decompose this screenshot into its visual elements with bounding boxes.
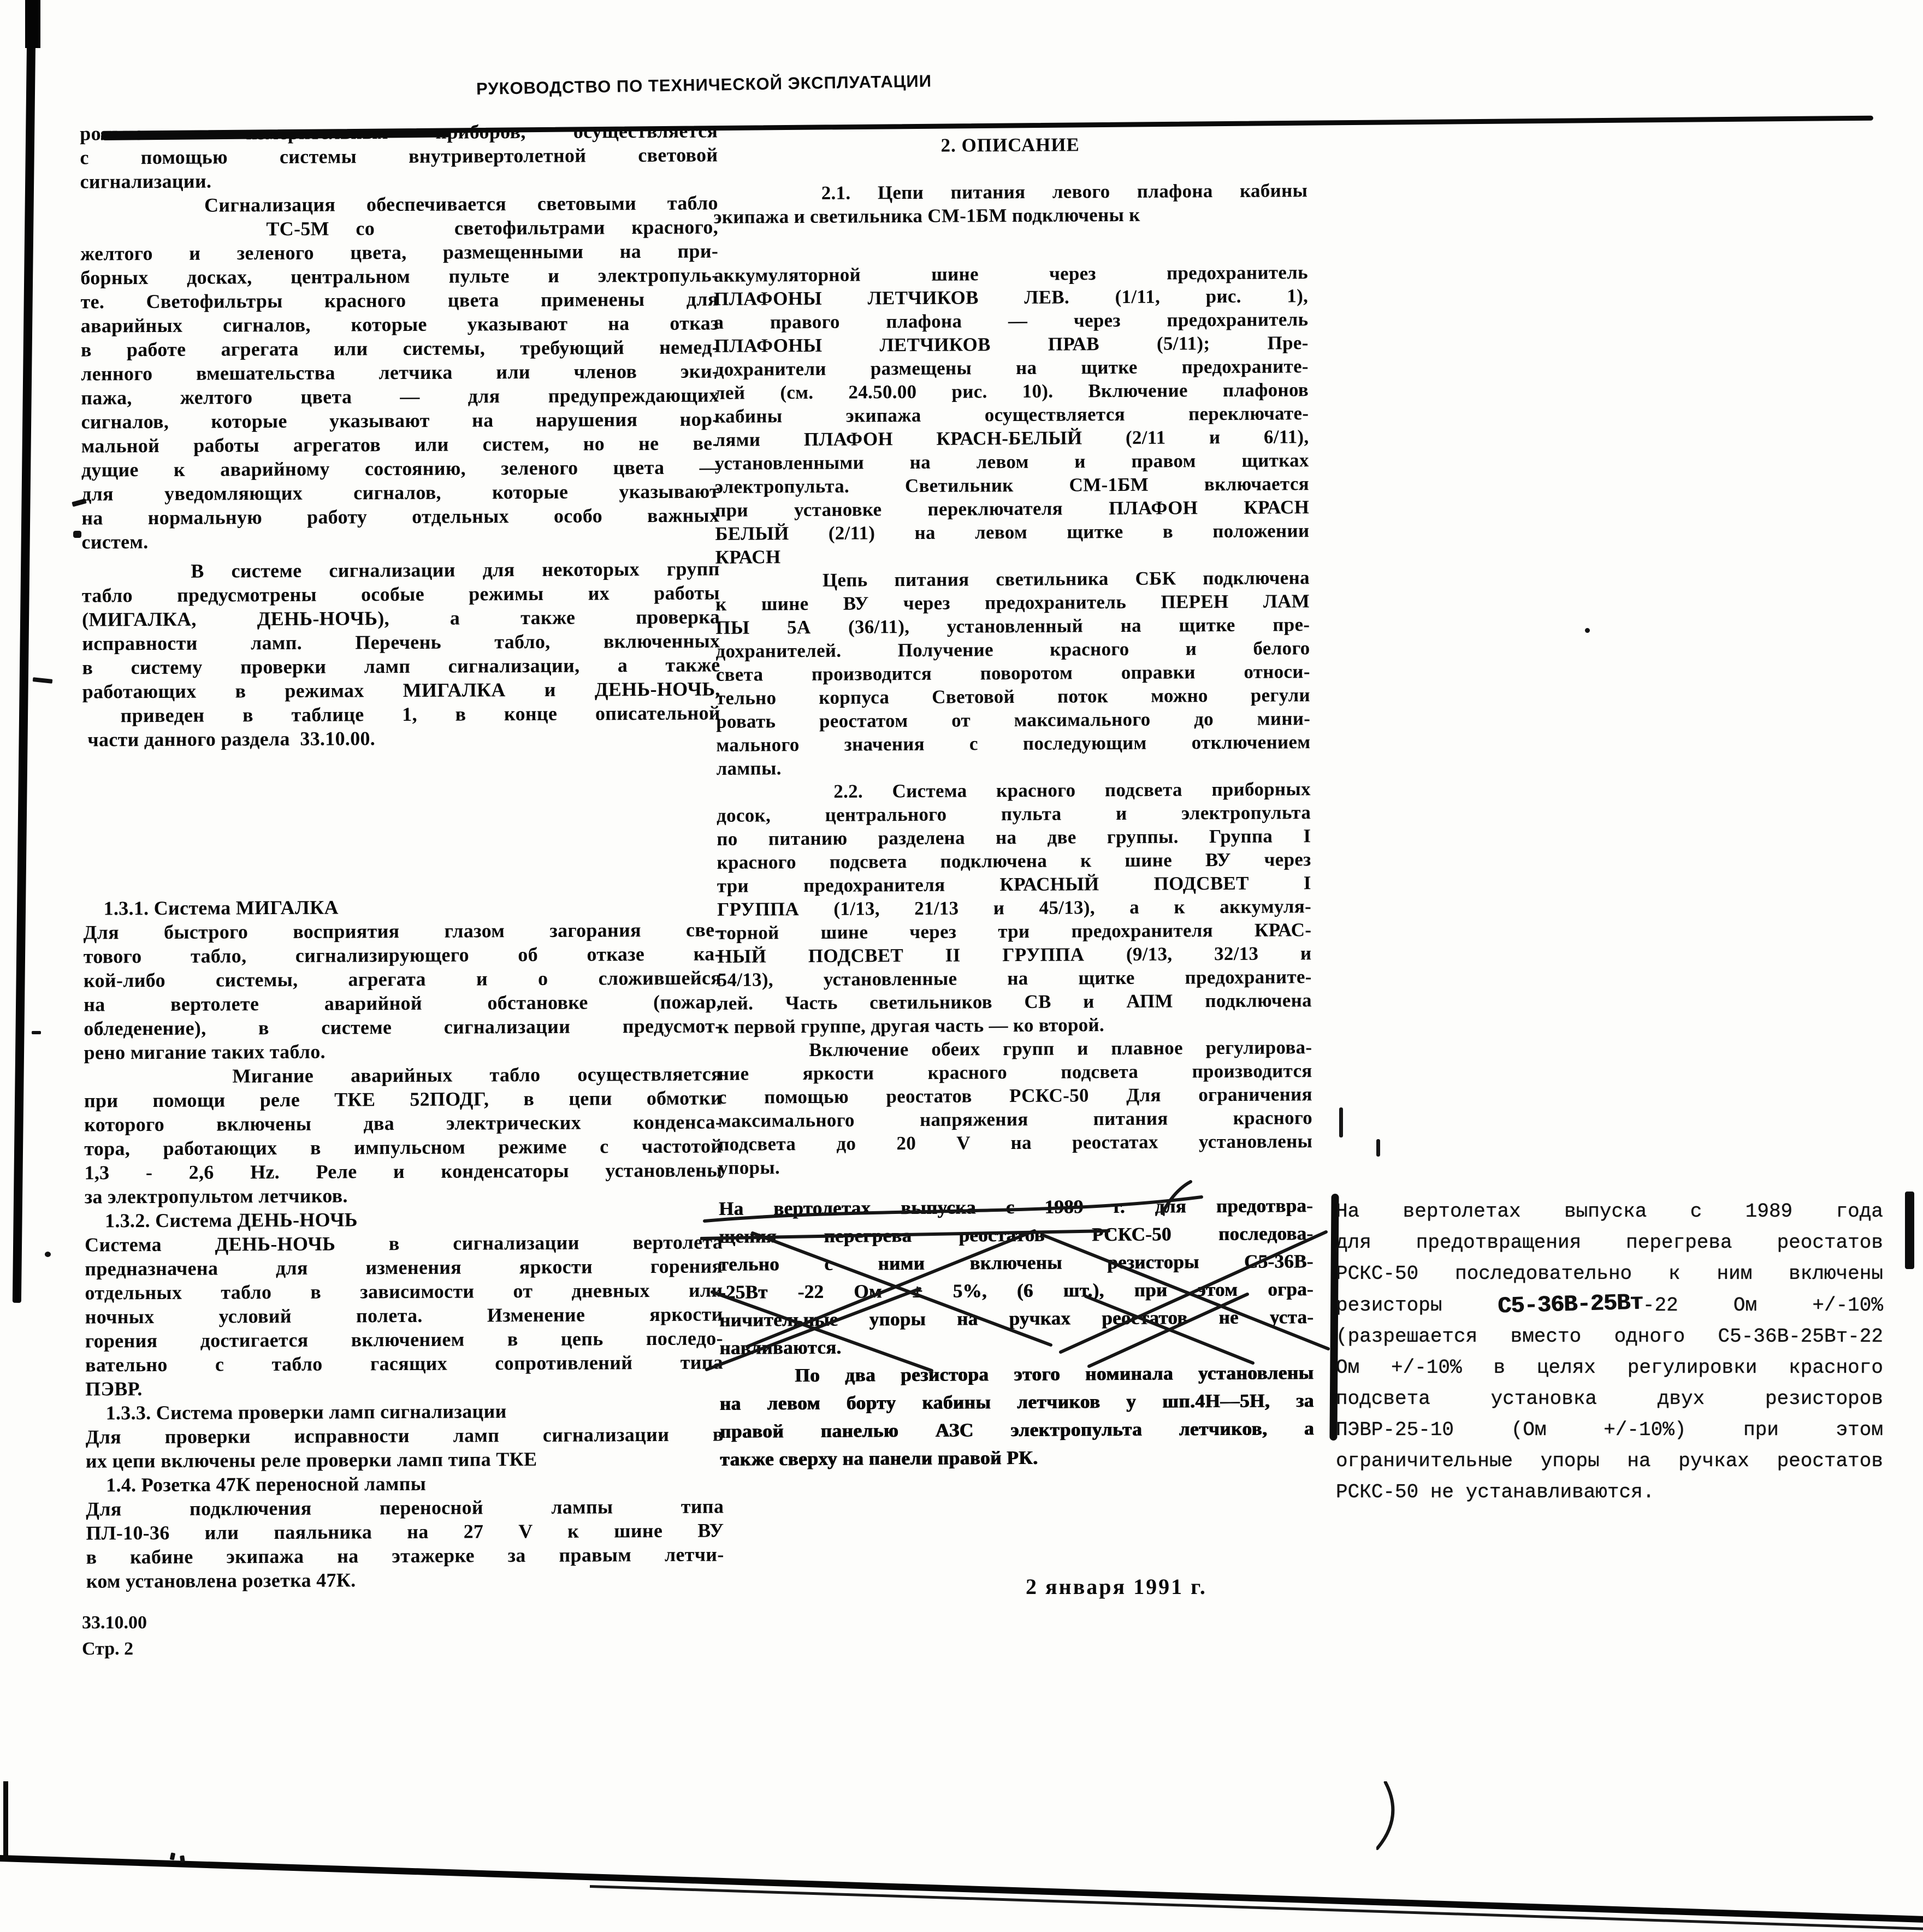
text-line: ограничительные упоры на ручках реостатов xyxy=(1336,1450,1883,1472)
text-line: предназначена для изменения яркости горения xyxy=(85,1255,723,1280)
text-line: навливаются. xyxy=(719,1336,842,1359)
text-line: 1.3.3. Система проверки ламп сигнализации xyxy=(85,1400,507,1424)
paragraph xyxy=(86,1422,724,1473)
text-line: тельно корпуса Световой поток можно регули xyxy=(715,684,1311,709)
section-2-heading: 2. ОПИСАНИЕ xyxy=(940,134,1080,156)
text-line: Система ДЕНЬ-НОЧЬ в сигнализации вертолета xyxy=(85,1231,723,1256)
text-line: 1.4. Розетка 47К переносной лампы xyxy=(85,1472,427,1496)
text-line: в систему проверки ламп сигнализации, а также xyxy=(82,654,720,679)
text-line: горения достигается включением в цепь последо- xyxy=(85,1327,723,1352)
section-heading-1-3-2 xyxy=(85,1206,723,1232)
text-line: 1.3.1. Система МИГАЛКА xyxy=(83,896,339,920)
tick-mark xyxy=(1339,1107,1343,1137)
text-line: для уведомляющих сигналов, которые указывают xyxy=(81,480,720,505)
text-line: тора, работающих в импульсном режиме с частотой xyxy=(84,1135,723,1160)
text-line: На вертолетах выпуска с 1989 г. для предотвра- xyxy=(718,1195,1313,1219)
text-line: мальной работы агрегатов или систем, но не ве- xyxy=(81,432,719,457)
text-line: 2.2. Система красного подсвета приборных xyxy=(716,778,1311,803)
text-line: мального значения с последующим отключением xyxy=(716,731,1311,756)
text-line: ПЭВР-25-10 (Ом +/-10%) при этом xyxy=(1336,1419,1883,1441)
text-line: ночных условий полета. Изменение яркости xyxy=(85,1303,723,1328)
text-line: которого включены два электрических конденса- xyxy=(84,1111,723,1136)
text-line: по питанию разделена на две группы. Группа I xyxy=(717,825,1311,850)
paragraph xyxy=(715,566,1311,780)
bold-insert-paragraph xyxy=(719,1359,1314,1473)
section-heading-1-3-1 xyxy=(83,893,721,920)
text-line: а правого плафона — через предохранитель xyxy=(714,309,1309,333)
text-line: (МИГАЛКА, ДЕНЬ-НОЧЬ), а также проверка xyxy=(82,606,720,631)
text-line: торной шине через три предохранителя КРАС- xyxy=(717,919,1312,944)
text-line: при помощи реле ТКЕ 52ПОДГ, в цепи обмотки xyxy=(84,1087,723,1112)
text-line: кой-либо системы, агрегата и о сложившейся xyxy=(83,967,722,992)
margin-mark xyxy=(180,1856,185,1863)
text-line: упоры. xyxy=(718,1157,780,1178)
text-line: на вертолете аварийной обстановке (пожар, xyxy=(84,991,722,1016)
text-line: дущие к аварийному состоянию, зеленого цвета — xyxy=(81,456,719,481)
text-line: ПЛАФОНЫ ЛЕТЧИКОВ ПРАВ (5/11); Пре- xyxy=(714,332,1309,357)
text-line: с помощью системы внутривертолетной световой xyxy=(80,144,718,169)
text-line: В системе сигнализации для некоторых групп xyxy=(81,558,720,583)
text-line: также сверху на панели правой РК. xyxy=(720,1447,1038,1470)
text-line: ПЛАФОНЫ ЛЕТЧИКОВ ЛЕВ. (1/11, рис. 1), xyxy=(714,285,1309,310)
text-line: части данного раздела 33.10.00. xyxy=(82,727,376,751)
page-footer xyxy=(82,1610,147,1662)
text-line: при установке переключателя ПЛАФОН КРАСН xyxy=(715,496,1310,521)
section-heading-1-3-3 xyxy=(85,1398,723,1425)
text-line: 2.1. Цепи питания левого плафона кабины xyxy=(713,180,1308,204)
text-line: тового табло, сигнализирующего об отказе ка- xyxy=(83,943,721,968)
margin-mark xyxy=(45,1252,51,1257)
paragraph xyxy=(718,1035,1312,1180)
text-line: аккумуляторной шине через предохранитель xyxy=(713,262,1309,286)
text-line: их цепи включены реле проверки ламп типа ТКЕ xyxy=(85,1448,537,1472)
text-line: табло предусмотрены особые режимы их работы xyxy=(81,582,720,607)
text-line: ПЫ 5А (36/11), установленный на щитке пре- xyxy=(715,614,1310,638)
text-line: в работе агрегата или системы, требующий немед- xyxy=(80,336,719,361)
paragraph xyxy=(80,191,720,554)
text-line: 54/13), установленные на щитке предохраните- xyxy=(717,966,1312,991)
scan-edge-left xyxy=(13,0,36,1303)
text-line: борных досках, центральном пульте и электропуль- xyxy=(80,264,719,289)
paragraph xyxy=(82,556,721,751)
text-line: БЕЛЫЙ (2/11) на левом щитке в положении xyxy=(715,520,1310,544)
text-line: к шине ВУ через предохранитель ПЕРЕН ЛАМ xyxy=(715,590,1310,615)
text-line: ничительные упоры на ручках реостатов не уста- xyxy=(719,1306,1314,1331)
paragraph xyxy=(714,260,1310,569)
text-line: досок, центрального пульта и электропульта xyxy=(717,802,1311,826)
text-line: максимального напряжения питания красного xyxy=(718,1107,1313,1131)
text-line: электропульта. Светильник СМ-1БМ включается xyxy=(714,473,1310,497)
paragraph xyxy=(84,1062,723,1208)
text-line: исправности ламп. Перечень табло, включенных xyxy=(82,630,720,655)
text-line: систем. xyxy=(81,531,149,553)
text-line: НЫЙ ПОДСВЕТ II ГРУППА (9/13, 32/13 и xyxy=(717,943,1312,967)
text-line: кабины экипажа осуществляется переключате- xyxy=(714,402,1309,427)
strikethrough-marks xyxy=(700,1178,1345,1375)
text-line: лей. Часть светильников СВ и АПМ подключена xyxy=(717,989,1312,1014)
margin-mark xyxy=(32,1031,41,1034)
text-line: с помощью реостатов РСКС-50 Для ограничения xyxy=(718,1083,1312,1108)
typed-annotation xyxy=(1336,1196,1883,1508)
paragraph xyxy=(713,179,1307,229)
text-line: подсвета до 20 V на реостатах установлены xyxy=(718,1130,1313,1155)
text-line: за электропультом летчиков. xyxy=(84,1184,348,1208)
text-line: ГРУППА (1/13, 21/13 и 45/13), а к аккумуля- xyxy=(717,896,1312,920)
scan-edge-bottom xyxy=(0,1854,1923,1924)
paragraph xyxy=(80,118,718,193)
paragraph xyxy=(85,1230,723,1401)
text-line: ПЛ-10-36 или паяльника на 27 V к шине ВУ xyxy=(86,1519,724,1544)
text-line: на нормальную работу отдельных особо важных xyxy=(81,504,720,529)
text-line: ПЭВР. xyxy=(85,1378,143,1400)
text-line: к первой группе, другая часть — ко второй. xyxy=(718,1014,1105,1038)
text-line: работающих в режимах МИГАЛКА и ДЕНЬ-НОЧЬ, xyxy=(82,678,720,703)
text-line: установленными на левом и правом щитках xyxy=(714,449,1309,474)
text-line: Для быстрого восприятия глазом загорания све- xyxy=(83,918,721,944)
text-line: аварийных сигналов, которые указывают на отказ xyxy=(80,312,719,337)
text-line: Ом +/-10% в целях регулировки красного xyxy=(1336,1356,1883,1379)
text-line: отдельных табло в зависимости от дневных или xyxy=(85,1279,723,1304)
text-line: ТС-5М со светофильтрами красного, xyxy=(80,216,719,241)
text-line: (разрешается вместо одного С5-36В-25Вт-22 xyxy=(1336,1325,1883,1348)
text-line: Сигнализация обеспечивается световыми табло xyxy=(80,192,718,217)
text-line: на левом борту кабины летчиков у шп.4Н—5Н, за xyxy=(719,1390,1314,1414)
text-line: лампы. xyxy=(716,757,782,779)
handwritten-correction: С5-36В-25Вт xyxy=(1497,1289,1643,1320)
text-line: подсвета установка двух резисторов xyxy=(1336,1388,1883,1410)
paragraph xyxy=(86,1494,724,1593)
footer-section-number: 33.10.00 xyxy=(82,1613,147,1633)
text-line: лей (см. 24.50.00 рис. 10). Включение плафонов xyxy=(714,379,1309,404)
text-line: Для проверки исправности ламп сигнализации в xyxy=(85,1423,724,1448)
text-line: РСКС-50 не устанавливаются. xyxy=(1336,1481,1655,1503)
text-line: три предохранителя КРАСНЫЙ ПОДСВЕТ I xyxy=(717,872,1311,897)
text-line: красного подсвета подключена к шине ВУ через xyxy=(717,849,1311,873)
page-header-title: РУКОВОДСТВО ПО ТЕХНИЧЕСКОЙ ЭКСПЛУАТАЦИИ xyxy=(476,71,932,99)
annotation-line-corrected xyxy=(1336,1289,1883,1321)
text-line: Цепь питания светильника СБК подключена xyxy=(715,567,1310,591)
annotation-text: -22 Ом +/-10% xyxy=(1642,1294,1883,1317)
left-column xyxy=(80,118,724,1593)
annotation-lines xyxy=(1336,1321,1883,1508)
section-heading-1-4 xyxy=(86,1470,724,1497)
text-line: -25Вт -22 Ом ± 5%, (6 шт.), при этом огра- xyxy=(719,1278,1313,1303)
text-line: для предотвращения перегрева реостатов xyxy=(1336,1231,1883,1254)
text-line: обледенение), в системе сигнализации предусмот- xyxy=(84,1015,722,1040)
margin-mark xyxy=(1585,628,1590,633)
revision-date: 2 января 1991 г. xyxy=(1026,1574,1207,1599)
text-line: правой панелью АЗС электропульта летчиков, а xyxy=(719,1418,1315,1442)
text-line: ние яркости красного подсвета производится xyxy=(718,1060,1312,1084)
text-line: ровать реостатом от максимального до мини- xyxy=(716,708,1311,732)
margin-mark xyxy=(33,677,53,684)
margin-mark xyxy=(73,531,81,538)
text-line: рольно - измерительных приборов, осуществляется xyxy=(80,120,718,145)
text-line: РСКС-50 последовательно к ним включены xyxy=(1336,1263,1883,1285)
text-line: щения перегрева реостатов РСКС-50 последова- xyxy=(719,1223,1313,1247)
paragraph xyxy=(717,777,1312,1039)
text-line: Для подключения переносной лампы типа xyxy=(86,1495,724,1520)
text-line: лями ПЛАФОН КРАСН-БЕЛЫЙ (2/11 и 6/11), xyxy=(714,426,1309,451)
text-line: те. Светофильтры красного цвета применены для xyxy=(80,288,719,313)
footer-page-number: Стр. 2 xyxy=(82,1639,134,1659)
text-line: Мигание аварийных табло осуществляется xyxy=(84,1063,722,1088)
text-line: сигнализации. xyxy=(80,170,212,193)
text-line: сигналов, которые указывают на нарушения нор- xyxy=(81,408,719,433)
bracket-mark xyxy=(1376,1781,1407,1852)
text-line: На вертолетах выпуска с 1989 года xyxy=(1336,1200,1883,1223)
margin-bar-right xyxy=(1905,1192,1914,1269)
text-line: 1.3.2. Система ДЕНЬ-НОЧЬ xyxy=(84,1208,358,1232)
text-line: экипажа и светильника СМ-1БМ подключены к xyxy=(713,204,1140,228)
text-line: 1,3 - 2,6 Hz. Реле и конденсаторы установлены xyxy=(84,1159,723,1184)
annotation-text: резисторы xyxy=(1336,1294,1498,1317)
text-line: вательно с табло гасящих сопротивлений типа xyxy=(85,1351,724,1376)
text-line: дохранителей. Получение красного и белого xyxy=(715,637,1310,662)
text-line: КРАСН xyxy=(715,546,781,568)
text-line: желтого и зеленого цвета, размещенными на при- xyxy=(80,240,719,265)
text-line: тельно с ними включены резисторы С5-36В- xyxy=(719,1251,1313,1275)
text-line: рено мигание таких табло. xyxy=(84,1040,326,1064)
annotation-lines xyxy=(1336,1196,1883,1289)
scan-edge-bottom-stub xyxy=(3,1781,8,1859)
scan-edge-bottom-double xyxy=(590,1885,1923,1930)
text-line: света производится поворотом оправки относи- xyxy=(715,661,1310,685)
margin-mark xyxy=(170,1852,176,1860)
tick-mark xyxy=(1376,1139,1380,1157)
text-line: дохранители размещены на щитке предохраните- xyxy=(714,355,1309,380)
paragraph xyxy=(84,917,722,1064)
text-line: пажа, желтого цвета — для предупреждающих xyxy=(81,384,719,409)
text-line: По два резистора этого номинала установлены xyxy=(719,1362,1314,1386)
text-line: ленного вмешательства летчика или членов эки- xyxy=(81,360,719,385)
text-line: в кабине экипажа на этажерке за правым летчи- xyxy=(86,1543,724,1568)
text-line: ком установлена розетка 47К. xyxy=(86,1569,356,1592)
text-line: приведен в таблице 1, в конце описательной xyxy=(82,702,720,727)
text-line: Включение обеих групп и плавное регулирова- xyxy=(718,1036,1312,1061)
